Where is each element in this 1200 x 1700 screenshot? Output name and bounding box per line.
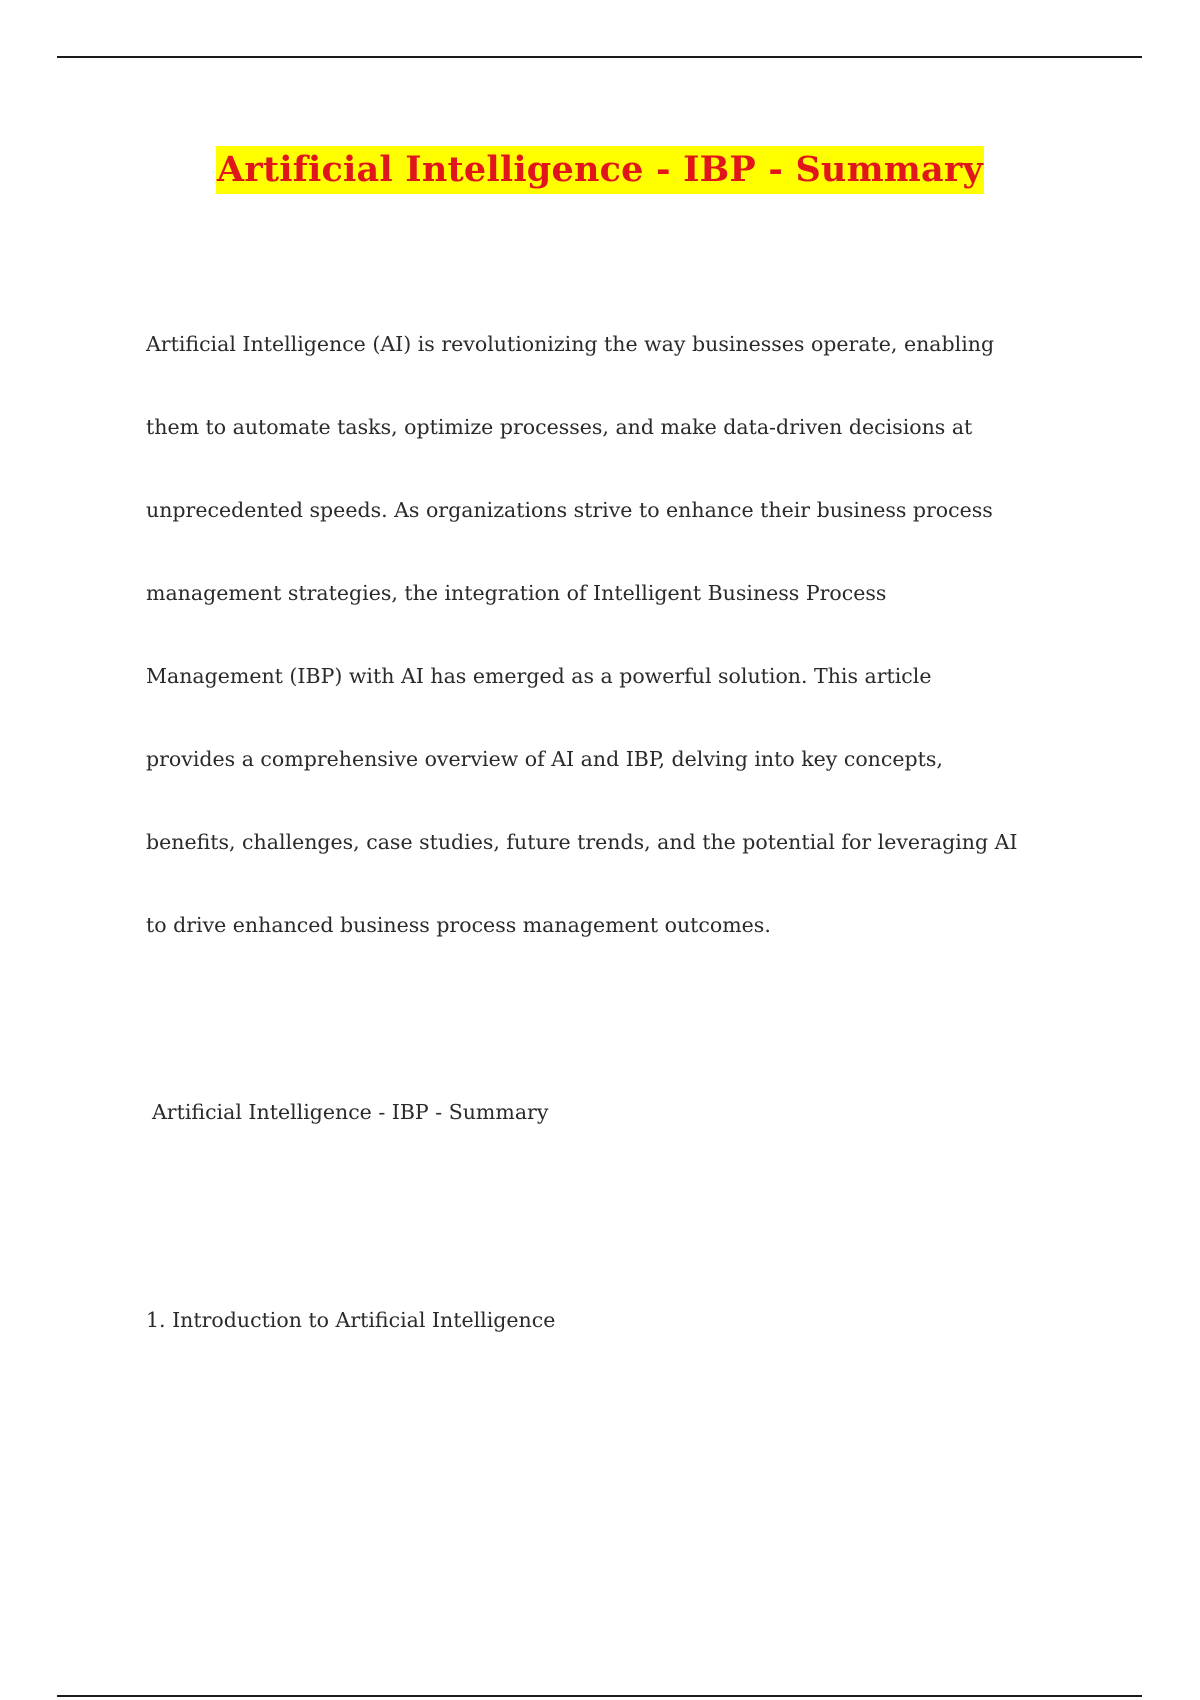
intro-line: management strategies, the integration of Intelligent Business Process xyxy=(146,581,887,605)
intro-line: them to automate tasks, optimize processes, and make data-driven decisions at xyxy=(146,415,973,439)
intro-line: provides a comprehensive overview of AI and IBP, delving into key concepts, xyxy=(146,747,943,771)
top-rule xyxy=(57,56,1142,58)
bottom-rule xyxy=(57,1695,1142,1697)
intro-line: unprecedented speeds. As organizations strive to enhance their business process xyxy=(146,498,993,522)
intro-line: Management (IBP) with AI has emerged as a powerful solution. This article xyxy=(146,664,932,688)
document-subtitle: Artificial Intelligence - IBP - Summary xyxy=(152,1100,549,1124)
document-title: Artificial Intelligence - IBP - Summary xyxy=(216,146,984,194)
intro-line: to drive enhanced business process management outcomes. xyxy=(146,913,771,937)
title-block xyxy=(0,146,1200,194)
intro-line: Artificial Intelligence (AI) is revolutionizing the way businesses operate, enabling xyxy=(146,332,995,356)
intro-paragraph xyxy=(146,303,1096,967)
intro-line: benefits, challenges, case studies, future trends, and the potential for leveraging AI xyxy=(146,830,1018,854)
section-heading: 1. Introduction to Artificial Intelligence xyxy=(146,1308,556,1332)
